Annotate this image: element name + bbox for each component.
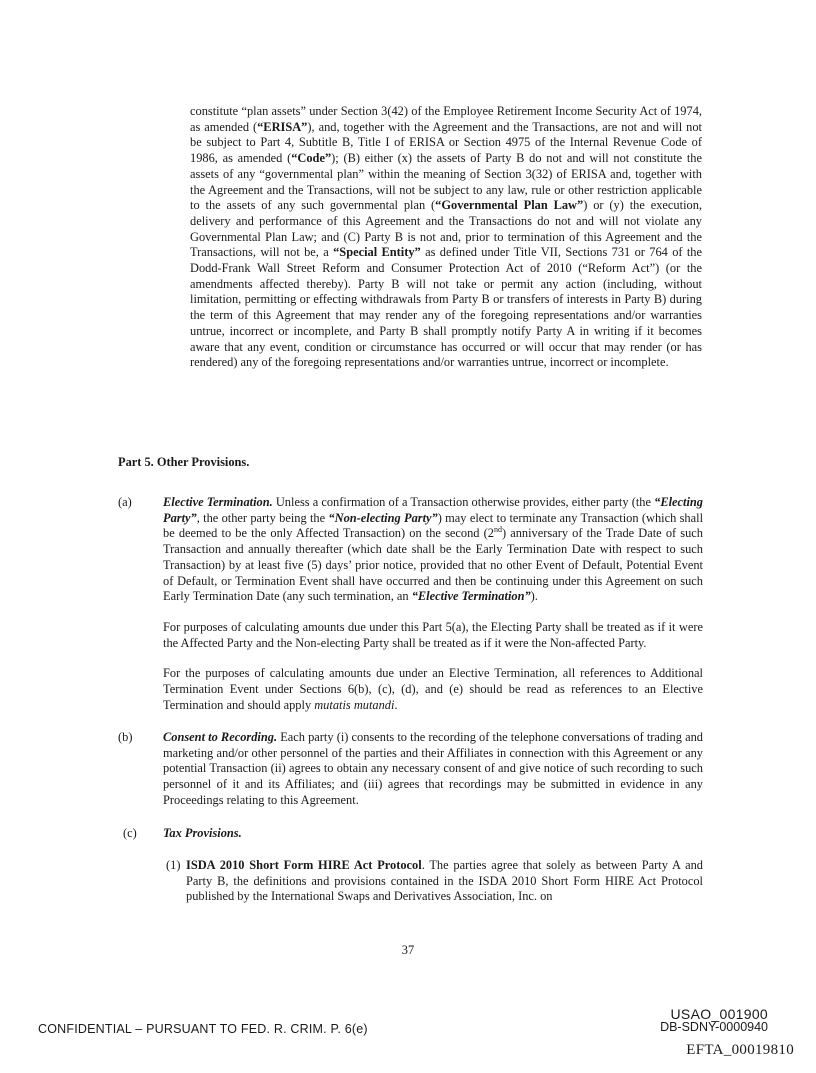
text: . bbox=[394, 697, 398, 712]
continuation-paragraph bbox=[190, 104, 702, 371]
section-c-title bbox=[163, 826, 703, 842]
section-a-paragraph-1 bbox=[163, 495, 703, 605]
section-b-paragraph bbox=[163, 730, 703, 809]
text: ) may elect to terminate any Transaction (which shall be deemed to be the only Affected Transaction) on the second (2 bbox=[163, 510, 704, 541]
defined-term-special-entity: “Special Entity” bbox=[333, 245, 421, 260]
superscript: nd bbox=[493, 525, 502, 535]
defined-term-governmental-plan-law: “Governmental Plan Law” bbox=[435, 198, 584, 213]
section-b-title: Consent to Recording. bbox=[163, 730, 278, 744]
text: ). bbox=[530, 589, 538, 604]
page-number: 37 bbox=[401, 943, 415, 957]
usao-bates-stamp: USAO_001900 bbox=[670, 1006, 768, 1022]
section-b-label: (b) bbox=[118, 730, 133, 744]
section-a-paragraph-2: For purposes of calculating amounts due under this Part 5(a), the Electing Party shall be treated as if it were the Affected Party and the Non-electing Party shall be treated as if it were the Non-affected Party. bbox=[163, 619, 703, 650]
subsection-1-label: (1) bbox=[166, 858, 181, 872]
subsection-1 bbox=[186, 858, 703, 905]
latin-phrase: mutatis mutandi bbox=[314, 697, 395, 712]
confidential-notice: CONFIDENTIAL – PURSUANT TO FED. R. CRIM. P. 6(e) bbox=[38, 1022, 368, 1036]
section-a-title: Elective Termination. bbox=[163, 495, 273, 509]
db-sdny-bates-stamp: DB-SDNY-0000940 bbox=[660, 1020, 768, 1034]
text: constitute “plan assets” under Section 3(42) of the Employee Retirement Income Security Act of 1974, as amended ( bbox=[190, 104, 702, 134]
section-c-title-text: Tax Provisions. bbox=[163, 826, 242, 840]
defined-term-code: “Code” bbox=[291, 151, 332, 166]
section-a-paragraph-3 bbox=[163, 666, 703, 713]
text: ), and, together with the Agreement and the Transactions, are not and will not be subject to Part 4, Subtitle B, Title I of ERISA or Section 4975 of the Internal Revenue Code of 1986, as amended ( bbox=[190, 119, 702, 166]
defined-term-erisa: “ERISA” bbox=[257, 119, 308, 134]
text: For the purposes of calculating amounts due under an Elective Termination, all references to Additional Termination Event under Sections 6(b), (c), (d), and (e) should be read as references to an Elective Termination and should apply bbox=[163, 666, 703, 712]
text: , the other party being the bbox=[196, 510, 329, 525]
section-a bbox=[163, 495, 703, 713]
text: ); (B) either (x) the assets of Party B do not and will not constitute the assets of any “governmental plan” within the meaning of Section 3(32) of ERISA and, together with the Agreement and the Transactions, will not be subject to any law, rule or other restriction applicable to the assets of any such governmental plan ( bbox=[190, 151, 703, 213]
text: Each party (i) consents to the recording of the telephone conversations of trading and marketing and/or other personnel of the parties and their Affiliates in connection with this Agreement or any potential Transaction (ii) agrees to obtain any necessary consent of and give notice of such recording to such personnel of it and its Affiliates; and (iii) agrees that recordings may be submitted in evidence in any Proceedings relating to this Agreement. bbox=[163, 730, 703, 807]
section-c bbox=[163, 826, 703, 842]
text: ) or (y) the execution, delivery and performance of this Agreement and the Transactions do not and will not violate any Governmental Plan Law; and (C) Party B is not and, prior to termination of this Agreement and the Transactions, will not be, a bbox=[190, 198, 702, 260]
text: . The parties agree that solely as between Party A and Party B, the definitions and provisions contained in the ISDA 2010 Short Form HIRE Act Protocol published by the International Swaps and Derivatives Association, Inc. on bbox=[186, 858, 703, 904]
efta-bates-stamp: EFTA_00019810 bbox=[686, 1042, 794, 1058]
subsection-1-paragraph bbox=[186, 858, 703, 905]
part-heading: Part 5. Other Provisions. bbox=[118, 455, 250, 469]
text: ) anniversary of the Trade Date of such Transaction and annually thereafter (which date shall be the Early Termination Date with respect to such Transaction) by at least five (5) days’ prior notice, provided that no other Event of Default, Potential Event of Default, or Termination Event shall have occurred and then be continuing under this Agreement on such Early Termination Date (any such termination, an bbox=[163, 526, 703, 604]
section-a-label: (a) bbox=[118, 495, 132, 509]
text: Unless a confirmation of a Transaction otherwise provides, either party (the bbox=[272, 495, 655, 509]
defined-term-elective-termination: “Elective Termination” bbox=[411, 589, 531, 604]
text: as defined under Title VII, Sections 731 or 764 of the Dodd-Frank Wall Street Reform and Consumer Protection Act of 2010 (“Reform Act”) (or the amendments affected thereby). Party B will not take or permit any action (including, without limitation, permitting or effecting withdrawals from Party B or transfers of interests in Party B) during the term of this Agreement that may render any of the foregoing representations and/or warranties untrue, incorrect or incomplete, and Party B shall promptly notify Party A in writing if it becomes aware that any event, condition or circumstance has occurred or will occur that may render (or has rendered) any of the foregoing representations and/or warranties untrue, incorrect or incomplete. bbox=[190, 245, 703, 370]
section-b bbox=[163, 730, 703, 809]
subsection-1-title: ISDA 2010 Short Form HIRE Act Protocol bbox=[186, 858, 422, 872]
defined-term-non-electing-party: “Non-electing Party” bbox=[328, 510, 438, 525]
section-c-label: (c) bbox=[123, 826, 137, 840]
defined-term-electing-party: “Electing Party” bbox=[163, 495, 703, 525]
